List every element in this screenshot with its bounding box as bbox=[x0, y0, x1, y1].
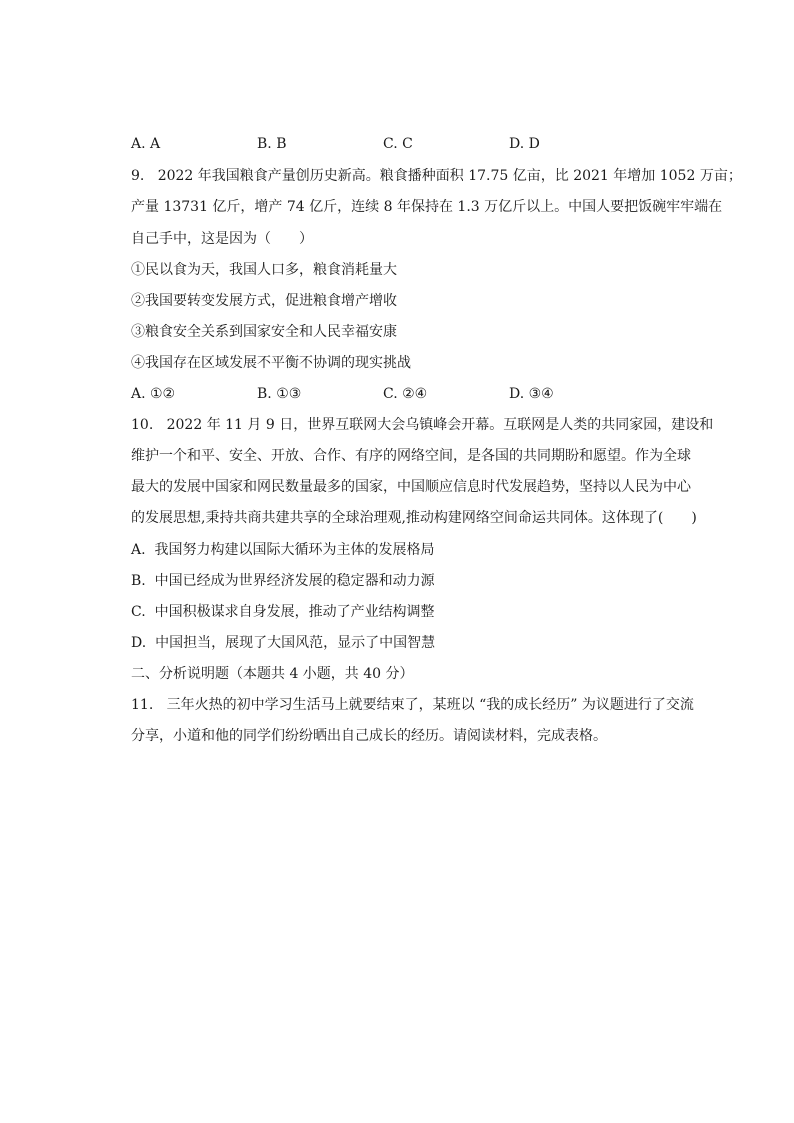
q8-option-c[interactable]: C. C bbox=[383, 136, 413, 152]
q9-statement-4: ④我国存在区域发展不平衡不协调的现实挑战 bbox=[131, 355, 411, 371]
q8-options bbox=[131, 136, 691, 152]
q8-option-d[interactable]: D. D bbox=[509, 136, 540, 152]
q9-stem-line-2: 产量 13731 亿斤，增产 74 亿斤，连续 8 年保持在 1.3 万亿斤以上。中国人要把饭碗牢牢端在 bbox=[131, 199, 723, 215]
q9-statement-3: ③粮食安全关系到国家安全和人民幸福安康 bbox=[131, 324, 397, 340]
q9-option-d[interactable]: D. ③④ bbox=[509, 386, 554, 402]
q10-option-b[interactable]: B. 中国已经成为世界经济发展的稳定器和动力源 bbox=[131, 573, 435, 589]
q9-option-b[interactable]: B. ①③ bbox=[257, 386, 302, 402]
q9-option-a[interactable]: A. ①② bbox=[131, 386, 176, 402]
q10-stem-line-1: 10. 2022 年 11 月 9 日，世界互联网大会乌镇峰会开幕。互联网是人类的共同家园，建设和 bbox=[131, 417, 714, 433]
q8-option-a[interactable]: A. A bbox=[131, 136, 161, 152]
q9-statement-2: ②我国要转变发展方式，促进粮食增产增收 bbox=[131, 293, 397, 309]
q10-option-d[interactable]: D. 中国担当，展现了大国风范，显示了中国智慧 bbox=[131, 635, 436, 651]
q10-option-c[interactable]: C. 中国积极谋求自身发展，推动了产业结构调整 bbox=[131, 604, 435, 620]
q9-stem-line-3: 自己手中，这是因为（ ） bbox=[131, 231, 313, 247]
q9-statement-1: ①民以食为天，我国人口多，粮食消耗量大 bbox=[131, 262, 397, 278]
q8-option-b[interactable]: B. B bbox=[257, 136, 287, 152]
q10-stem-line-3: 最大的发展中国家和网民数量最多的国家，中国顺应信息时代发展趋势，坚持以人民为中心 bbox=[131, 479, 691, 495]
q10-stem-line-4: 的发展思想,秉持共商共建共享的全球治理观,推动构建网络空间命运共同体。这体现了( ) bbox=[131, 510, 697, 526]
q10-option-a[interactable]: A. 我国努力构建以国际大循环为主体的发展格局 bbox=[131, 542, 435, 558]
q9-options bbox=[131, 386, 691, 402]
section-2-title: 二、分析说明题（本题共 4 小题，共 40 分） bbox=[131, 666, 414, 682]
q9-stem-line-1: 9. 2022 年我国粮食产量创历史新高。粮食播种面积 17.75 亿亩，比 2021 年增加 1052 万亩； bbox=[131, 168, 742, 184]
q11-stem-line-2: 分享，小道和他的同学们纷纷晒出自己成长的经历。请阅读材料，完成表格。 bbox=[131, 728, 607, 744]
q11-stem-line-1: 11. 三年火热的初中学习生活马上就要结束了，某班以 “我的成长经历” 为议题进行了交流 bbox=[131, 697, 694, 713]
q9-option-c[interactable]: C. ②④ bbox=[383, 386, 428, 402]
q10-stem-line-2: 维护一个和平、安全、开放、合作、有序的网络空间，是各国的共同期盼和愿望。作为全球 bbox=[131, 448, 691, 464]
